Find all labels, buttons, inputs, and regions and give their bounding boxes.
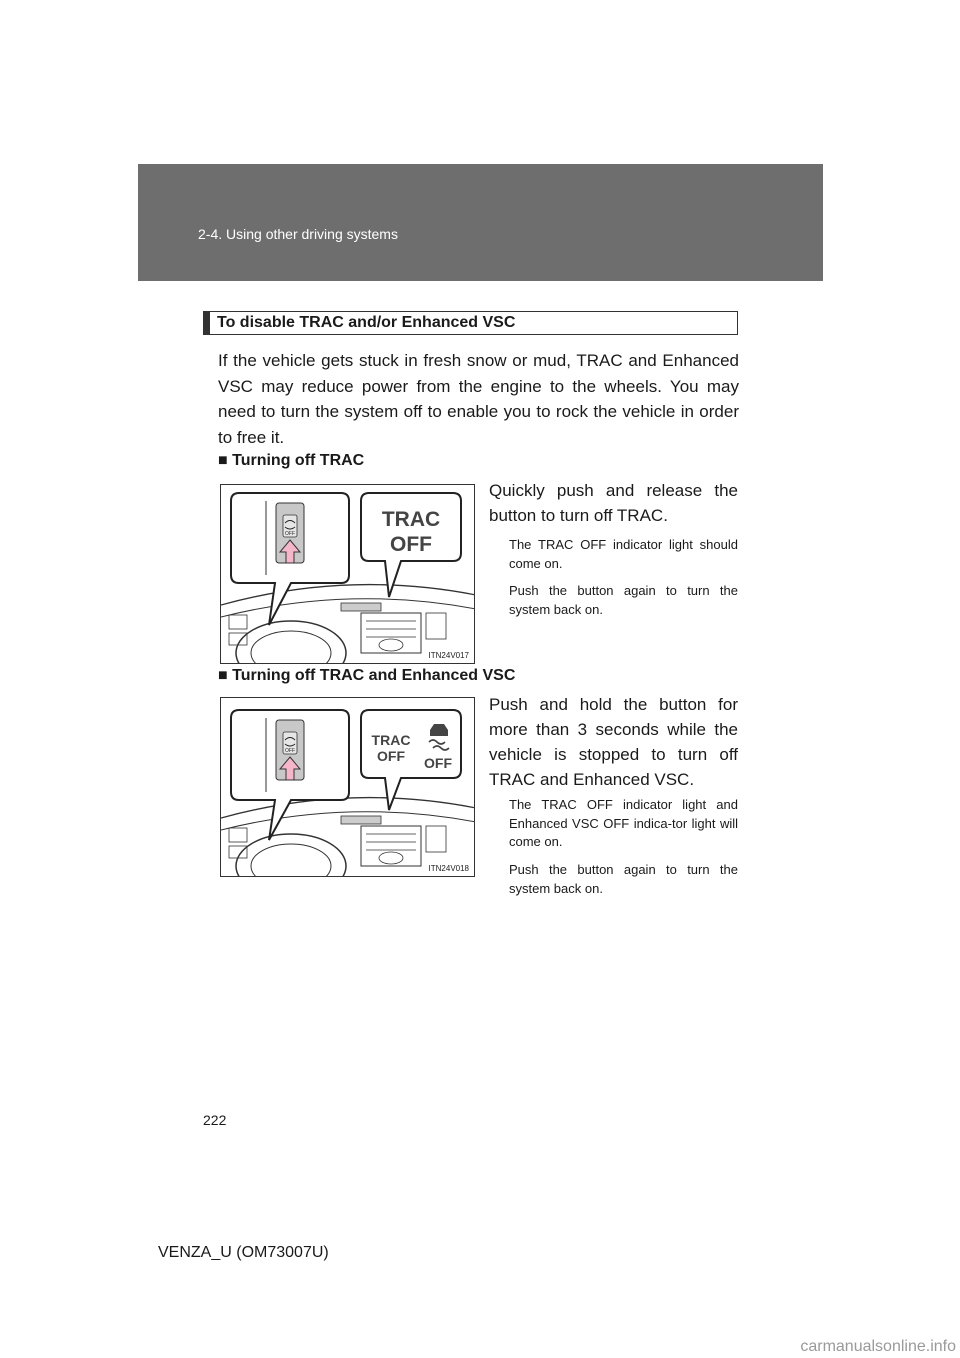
callout-trac-text: TRAC: [381, 508, 441, 531]
section-title: To disable TRAC and/or Enhanced VSC: [217, 314, 516, 331]
figure-code: ITN24V017: [428, 651, 469, 660]
watermark: carmanualsonline.info: [800, 1338, 956, 1355]
step-2-note-1: The TRAC OFF indicator light and Enhanced VSC OFF indica-tor light will come on.: [509, 797, 738, 849]
figure-code: ITN24V018: [428, 864, 469, 873]
step-1-note-1: The TRAC OFF indicator light should come on.: [509, 537, 738, 571]
callout-vsc-off-text: OFF: [424, 755, 452, 771]
callout-off-text: OFF: [390, 533, 432, 556]
square-bullet-icon: ■: [218, 667, 228, 684]
section-breadcrumb: 2-4. Using other driving systems: [198, 226, 398, 242]
callout-trac-text: TRAC: [371, 732, 411, 748]
page-number: 222: [203, 1112, 227, 1128]
step-1-heading: [218, 452, 364, 470]
button-off-label: OFF: [285, 748, 295, 754]
intro-paragraph: If the vehicle gets stuck in fresh snow or mud, TRAC and Enhanced VSC may reduce power from the engine to the wheels. You may need to turn the system off to enable you to rock the vehicle in order to free it.: [218, 351, 739, 447]
figure-trac-off: [220, 484, 475, 664]
step-2-instruction: Push and hold the button for more than 3 seconds while the vehicle is stopped to turn off TRAC and Enhanced VSC.: [489, 695, 738, 789]
square-bullet-icon: ■: [218, 452, 228, 469]
step-2-heading: [218, 667, 515, 685]
dashboard-illustration: [221, 485, 475, 664]
step-1-heading-text: Turning off TRAC: [232, 452, 365, 469]
footer-model-code: VENZA_U (OM73007U): [158, 1244, 329, 1261]
step-2-heading-text: Turning off TRAC and Enhanced VSC: [232, 667, 516, 684]
figure-trac-vsc-off: [220, 697, 475, 877]
step-2-note-2: Push the button again to turn the system back on.: [509, 862, 738, 896]
button-off-label: OFF: [285, 531, 295, 537]
step-1-note-2: Push the button again to turn the system back on.: [509, 583, 738, 617]
section-title-bar: [204, 312, 210, 334]
step-1-instruction: Quickly push and release the button to turn off TRAC.: [489, 481, 738, 525]
header-band: [138, 164, 823, 281]
section-title-box: [203, 311, 738, 335]
dashboard-illustration: [221, 698, 475, 877]
callout-off-text: OFF: [377, 748, 405, 764]
